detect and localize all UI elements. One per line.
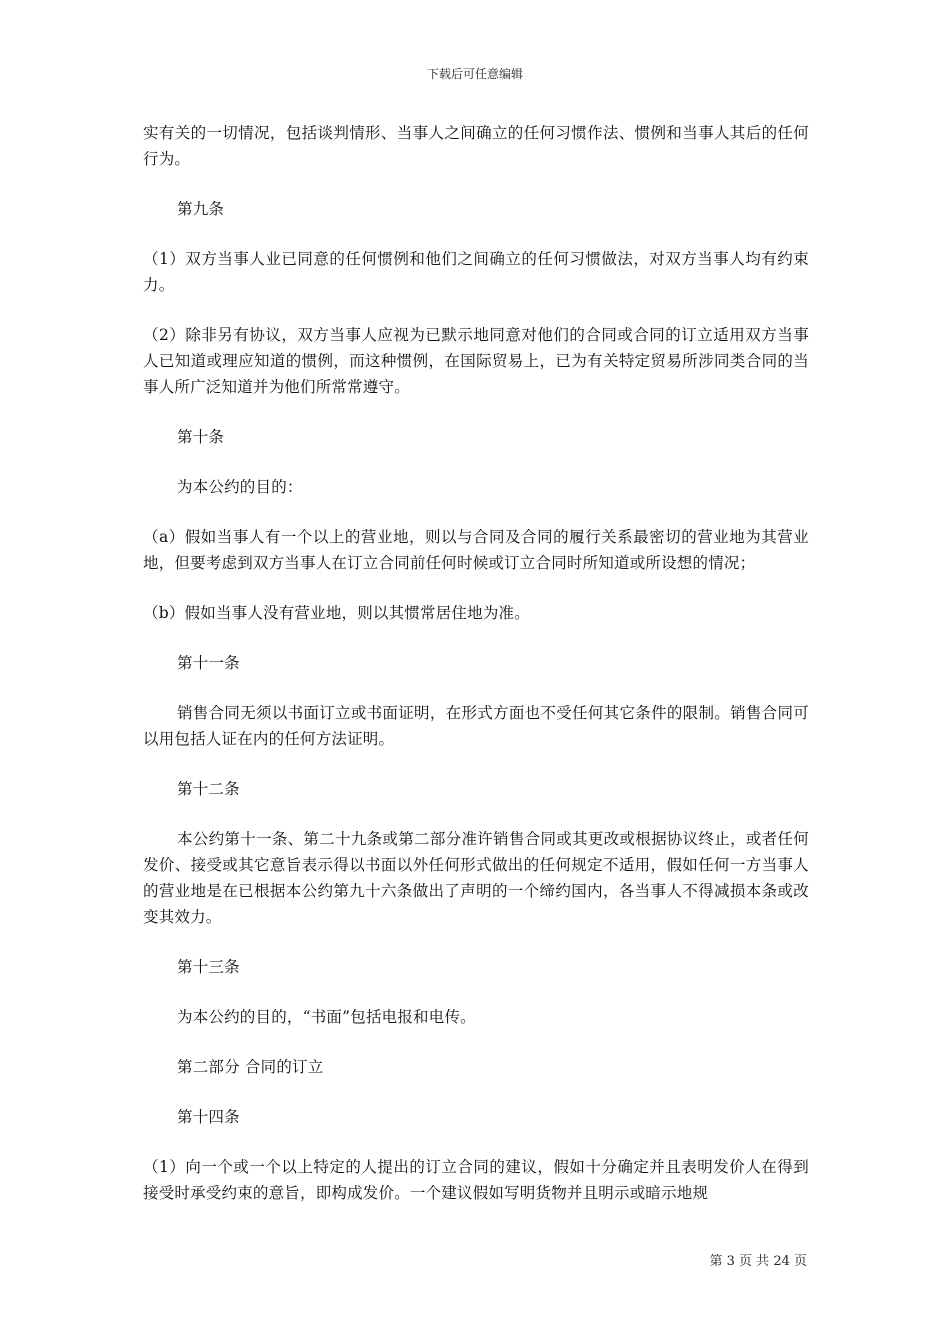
paragraph: 为本公约的目的，“书面”包括电报和电传。 bbox=[177, 1008, 476, 1026]
paragraph: （a）假如当事人有一个以上的营业地，则以与合同及合同的履行关系最密切的营业地为其营业地，但要考虑到双方当事人在订立合同前任何时候或订立合同时所知道或所设想的情况； bbox=[143, 528, 809, 572]
paragraph: （b）假如当事人没有营业地，则以其惯常居住地为准。 bbox=[143, 604, 530, 622]
article-heading: 第十条 bbox=[177, 428, 225, 446]
document-body bbox=[143, 120, 809, 1230]
paragraph: 销售合同无须以书面订立或书面证明，在形式方面也不受任何其它条件的限制。销售合同可以用包括人证在内的任何方法证明。 bbox=[143, 704, 809, 748]
paragraph: （2）除非另有协议，双方当事人应视为已默示地同意对他们的合同或合同的订立适用双方当事人已知道或理应知道的惯例，而这种惯例，在国际贸易上，已为有关特定贸易所涉同类合同的当事人所广泛知道并为他们所常常遵守。 bbox=[143, 326, 809, 396]
article-heading: 第九条 bbox=[177, 200, 225, 218]
paragraph: （1）向一个或一个以上特定的人提出的订立合同的建议，假如十分确定并且表明发价人在得到接受时承受约束的意旨，即构成发价。一个建议假如写明货物并且明示或暗示地规 bbox=[143, 1158, 809, 1202]
page-number: 第 3 页 共 24 页 bbox=[709, 1254, 807, 1269]
article-heading: 第十三条 bbox=[177, 958, 240, 976]
article-heading: 第十一条 bbox=[177, 654, 240, 672]
paragraph: （1）双方当事人业已同意的任何惯例和他们之间确立的任何习惯做法，对双方当事人均有约束力。 bbox=[143, 250, 809, 294]
paragraph: 为本公约的目的： bbox=[177, 478, 303, 496]
page-header: 下载后可任意编辑 bbox=[426, 67, 523, 81]
article-heading: 第十四条 bbox=[177, 1108, 240, 1126]
article-heading: 第十二条 bbox=[177, 780, 240, 798]
paragraph: 本公约第十一条、第二十九条或第二部分准许销售合同或其更改或根据协议终止，或者任何发价、接受或其它意旨表示得以书面以外任何形式做出的任何规定不适用，假如任何一方当事人的营业地是在已根据本公约第九十六条做出了声明的一个缔约国内，各当事人不得减损本条或改变其效力。 bbox=[143, 830, 809, 926]
paragraph: 实有关的一切情况，包括谈判情形、当事人之间确立的任何习惯作法、惯例和当事人其后的任何行为。 bbox=[143, 124, 809, 168]
part-heading: 第二部分 合同的订立 bbox=[177, 1058, 324, 1076]
